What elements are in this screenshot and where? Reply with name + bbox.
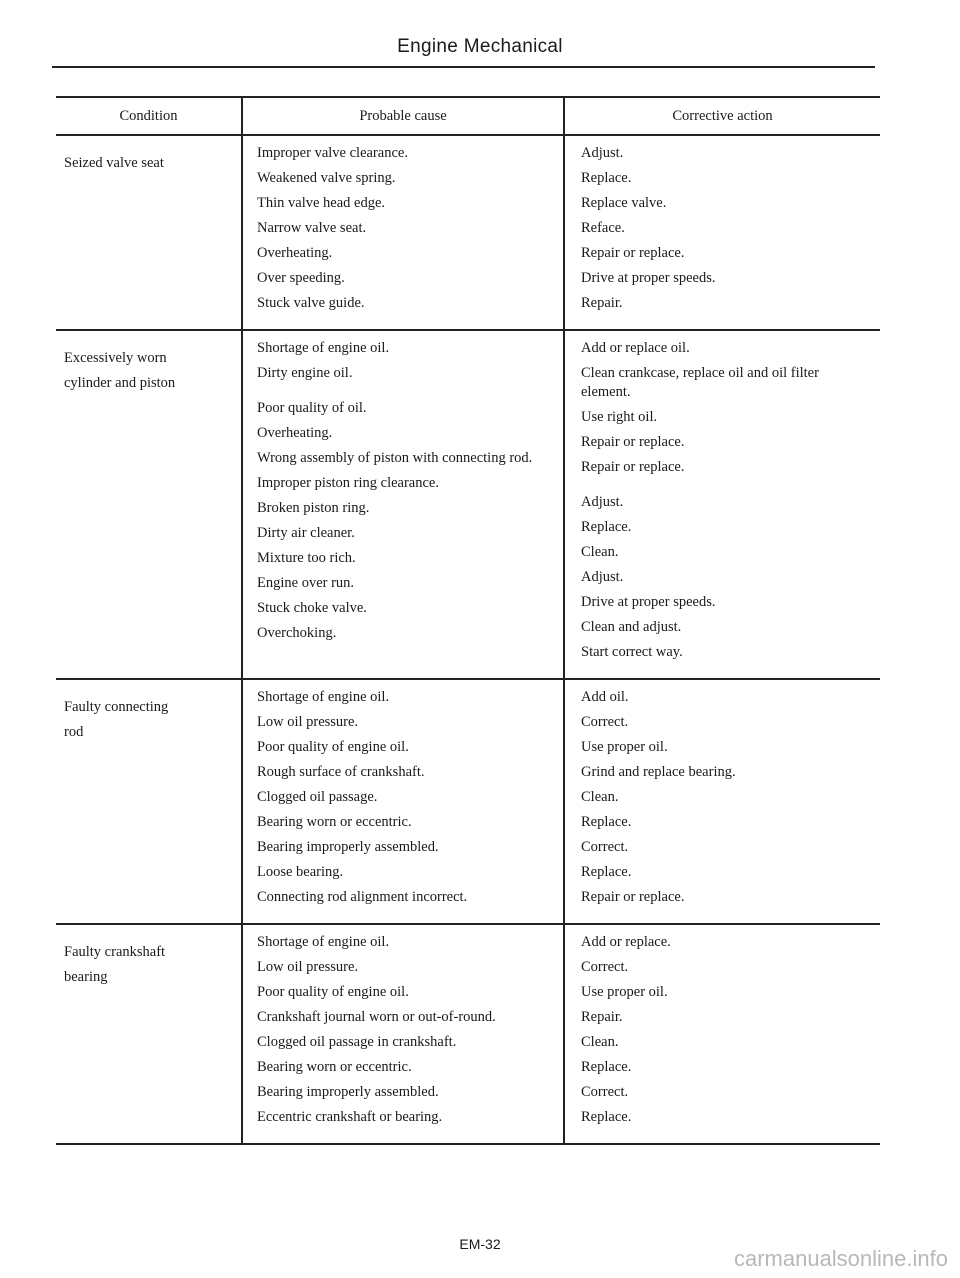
cause-cell-line: Broken piston ring. <box>257 500 370 516</box>
action-cell-line: Repair or replace. <box>581 245 685 261</box>
condition-cell-line: Faulty connecting <box>64 699 169 715</box>
condition-cell-line: Excessively worn <box>64 350 167 366</box>
action-cell-line: Use proper oil. <box>581 739 668 755</box>
condition-cell <box>56 924 242 1144</box>
troubleshooting-table <box>56 96 880 1145</box>
condition-cell <box>56 330 242 679</box>
cause-cell-line: Loose bearing. <box>257 864 344 880</box>
cause-cell-line: Connecting rod alignment incorrect. <box>257 889 468 905</box>
condition-cell-line: Faulty crankshaft <box>64 944 166 960</box>
cause-cell-line: Bearing worn or eccentric. <box>257 814 412 830</box>
page-number: EM-32 <box>459 1236 501 1252</box>
action-cell-line: Start correct way. <box>581 644 683 660</box>
action-cell <box>564 330 880 679</box>
action-cell-line: Repair or replace. <box>581 459 685 475</box>
cause-cell-line: Stuck valve guide. <box>257 295 365 311</box>
action-cell-line: Replace. <box>581 170 632 186</box>
cause-cell-line: Poor quality of engine oil. <box>257 984 409 1000</box>
cause-cell-line: Improper valve clearance. <box>257 145 408 161</box>
action-cell-line: Correct. <box>581 959 629 975</box>
cause-cell-line: Low oil pressure. <box>257 714 359 730</box>
action-cell <box>564 679 880 924</box>
cause-cell-line: Overchoking. <box>257 625 337 641</box>
action-cell-line: Correct. <box>581 839 629 855</box>
action-cell-line: Clean and adjust. <box>581 619 682 635</box>
cause-cell-line: Bearing worn or eccentric. <box>257 1059 412 1075</box>
action-cell-line: Adjust. <box>581 494 624 510</box>
cause-cell-line: Low oil pressure. <box>257 959 359 975</box>
cause-cell-line: Dirty engine oil. <box>257 365 353 381</box>
cause-cell <box>242 330 564 679</box>
cause-cell-line: Eccentric crankshaft or bearing. <box>257 1109 443 1125</box>
column-header-action: Corrective action <box>564 97 880 135</box>
table-header-row <box>56 97 880 135</box>
cause-cell-line: Shortage of engine oil. <box>257 934 390 950</box>
action-cell-line: Replace valve. <box>581 195 667 211</box>
action-cell-line: Replace. <box>581 519 632 535</box>
action-cell-line: Clean crankcase, replace oil and oil filter element. <box>581 365 819 400</box>
column-header-condition: Condition <box>56 97 242 135</box>
action-cell <box>564 924 880 1144</box>
cause-cell-line: Bearing improperly assembled. <box>257 839 439 855</box>
cause-cell-line: Narrow valve seat. <box>257 220 367 236</box>
action-cell-line: Drive at proper speeds. <box>581 270 716 286</box>
action-cell-line: Correct. <box>581 714 629 730</box>
cause-cell-line: Stuck choke valve. <box>257 600 367 616</box>
condition-cell <box>56 135 242 330</box>
action-cell-line: Clean. <box>581 789 619 805</box>
table-row <box>56 135 880 330</box>
cause-cell-line: Clogged oil passage in crankshaft. <box>257 1034 457 1050</box>
table-row <box>56 330 880 679</box>
condition-cell-line: Seized valve seat <box>64 155 164 171</box>
action-cell-line: Replace. <box>581 1109 632 1125</box>
page-title: Engine Mechanical <box>397 36 563 57</box>
header-rule <box>52 66 875 68</box>
condition-cell-line: rod <box>64 724 84 740</box>
action-cell-line: Repair or replace. <box>581 889 685 905</box>
cause-cell-line: Poor quality of engine oil. <box>257 739 409 755</box>
cause-cell <box>242 679 564 924</box>
action-cell-line: Correct. <box>581 1084 629 1100</box>
action-cell-line: Add or replace. <box>581 934 671 950</box>
action-cell-line: Repair. <box>581 295 623 311</box>
action-cell-line: Use proper oil. <box>581 984 668 1000</box>
action-cell-line: Repair. <box>581 1009 623 1025</box>
cause-cell <box>242 924 564 1144</box>
cause-cell-line: Poor quality of oil. <box>257 400 367 416</box>
table-row <box>56 679 880 924</box>
cause-cell-line: Bearing improperly assembled. <box>257 1084 439 1100</box>
action-cell-line: Adjust. <box>581 569 624 585</box>
action-cell-line: Reface. <box>581 220 625 236</box>
spacer <box>257 389 553 399</box>
cause-cell-line: Engine over run. <box>257 575 355 591</box>
action-cell-line: Use right oil. <box>581 409 658 425</box>
cause-cell-line: Crankshaft journal worn or out-of-round. <box>257 1009 496 1025</box>
cause-cell-line: Dirty air cleaner. <box>257 525 355 541</box>
cause-cell-line: Shortage of engine oil. <box>257 340 390 356</box>
table-row <box>56 924 880 1144</box>
action-cell-line: Replace. <box>581 1059 632 1075</box>
cause-cell-line: Rough surface of crankshaft. <box>257 764 425 780</box>
action-cell-line: Replace. <box>581 814 632 830</box>
cause-cell-line: Overheating. <box>257 245 333 261</box>
cause-cell-line: Clogged oil passage. <box>257 789 378 805</box>
cause-cell-line: Over speeding. <box>257 270 345 286</box>
condition-cell-line: cylinder and piston <box>64 375 176 391</box>
cause-cell-line: Thin valve head edge. <box>257 195 386 211</box>
cause-cell <box>242 135 564 330</box>
cause-cell-line: Overheating. <box>257 425 333 441</box>
condition-cell-line: bearing <box>64 969 108 985</box>
action-cell <box>564 135 880 330</box>
action-cell-line: Adjust. <box>581 145 624 161</box>
condition-cell <box>56 679 242 924</box>
column-header-cause: Probable cause <box>242 97 564 135</box>
action-cell-line: Add oil. <box>581 689 629 705</box>
action-cell-line: Replace. <box>581 864 632 880</box>
watermark: carmanualsonline.info <box>733 1246 948 1271</box>
cause-cell-line: Weakened valve spring. <box>257 170 396 186</box>
action-cell-line: Add or replace oil. <box>581 340 690 356</box>
table-body <box>56 135 880 1144</box>
cause-cell-line: Mixture too rich. <box>257 550 356 566</box>
action-cell-line: Clean. <box>581 544 619 560</box>
spacer <box>581 483 870 493</box>
action-cell-line: Grind and replace bearing. <box>581 764 736 780</box>
action-cell-line: Clean. <box>581 1034 619 1050</box>
cause-cell-line: Wrong assembly of piston with connecting rod. <box>257 450 533 466</box>
cause-cell-line: Shortage of engine oil. <box>257 689 390 705</box>
action-cell-line: Drive at proper speeds. <box>581 594 716 610</box>
cause-cell-line: Improper piston ring clearance. <box>257 475 439 491</box>
action-cell-line: Repair or replace. <box>581 434 685 450</box>
